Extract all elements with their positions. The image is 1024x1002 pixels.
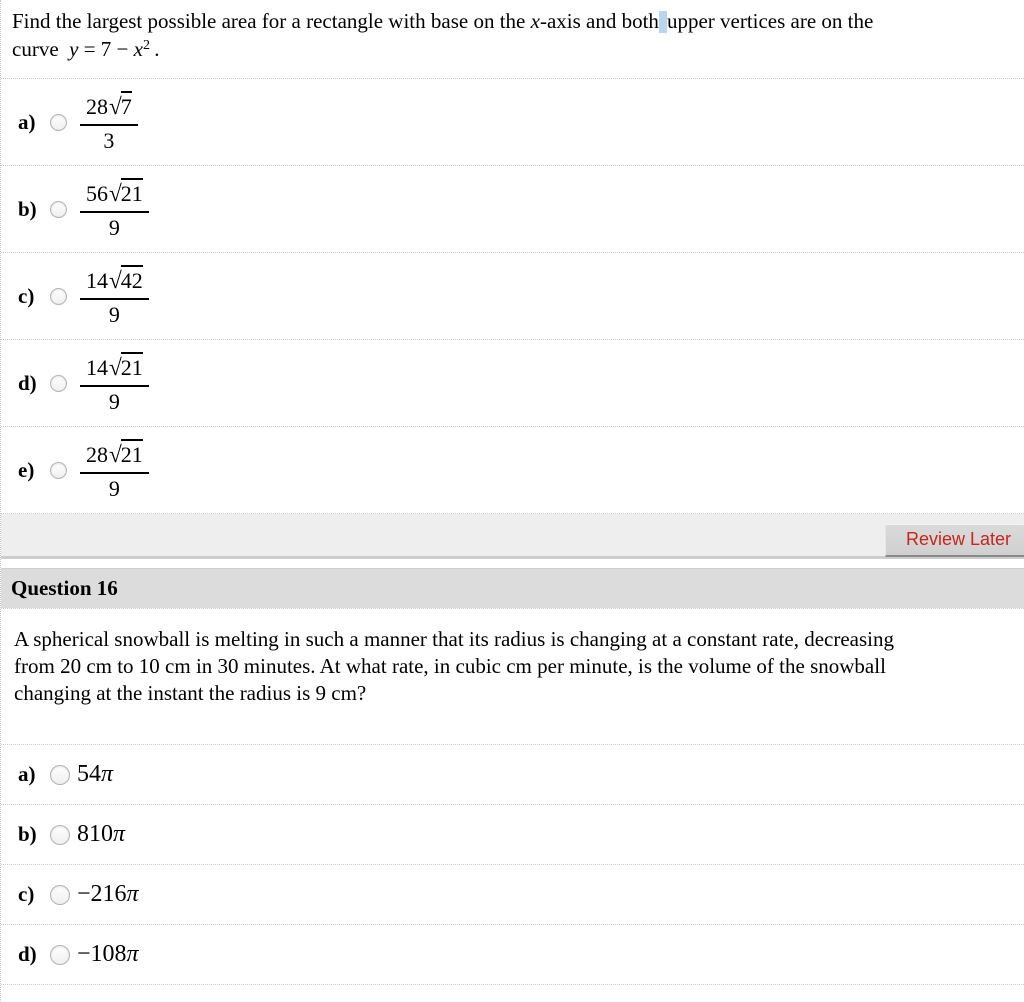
- option-row-d[interactable]: [1, 925, 1024, 985]
- radio-button[interactable]: [50, 825, 70, 845]
- answer-fraction: [80, 90, 138, 153]
- radio-button[interactable]: [50, 288, 67, 305]
- radio-button[interactable]: [50, 375, 67, 392]
- radicand: 7: [121, 91, 132, 119]
- radio-button[interactable]: [50, 462, 67, 479]
- q16-text-line: changing at the instant the radius is 9 cm?: [14, 681, 367, 705]
- q15-equation: = 7 −: [78, 37, 134, 61]
- answer-value: [77, 761, 113, 788]
- pi-symbol: π: [126, 941, 139, 967]
- question-16-text: [1, 608, 1024, 745]
- radio-button[interactable]: [50, 885, 70, 905]
- answer-value: [77, 821, 125, 848]
- fraction-coefficient: 28: [86, 442, 108, 468]
- radio-button[interactable]: [50, 765, 70, 785]
- option-label: a): [18, 109, 36, 134]
- option-row-e[interactable]: [1, 427, 1024, 514]
- option-label: c): [18, 882, 35, 906]
- radio-button[interactable]: [50, 945, 70, 965]
- fraction-coefficient: 28: [86, 94, 108, 120]
- answer-value: [77, 941, 139, 968]
- question-15-text: [1, 0, 1024, 79]
- fraction-denominator: 3: [103, 128, 115, 154]
- option-label: c): [18, 283, 35, 308]
- question-16-options: [1, 745, 1024, 985]
- q15-var-y: y: [69, 37, 79, 61]
- section-gap: [1, 559, 1024, 568]
- option-label: d): [18, 942, 37, 966]
- option-label: b): [18, 196, 37, 221]
- radicand: 21: [121, 352, 143, 380]
- option-row-c[interactable]: [1, 865, 1024, 925]
- question-16-title: Question 16: [11, 576, 118, 600]
- q15-text-segment: upper vertices are on the: [666, 9, 874, 33]
- answer-value: [77, 881, 139, 908]
- review-later-button[interactable]: Review Later: [885, 524, 1024, 557]
- question-15-options: [1, 79, 1024, 514]
- radical-sign: √: [109, 181, 122, 208]
- q15-var-x: x: [133, 37, 143, 61]
- radical-sign: √: [109, 268, 122, 295]
- q15-exponent: 2: [142, 38, 150, 53]
- option-row-d[interactable]: [1, 340, 1024, 427]
- q16-text-line: from 20 cm to 10 cm in 30 minutes. At what rate, in cubic cm per minute, is the volume of the snowball: [14, 654, 886, 678]
- fraction-denominator: 9: [108, 389, 120, 415]
- radio-button[interactable]: [50, 201, 67, 218]
- fraction-coefficient: 14: [86, 355, 108, 381]
- option-row-c[interactable]: [1, 253, 1024, 340]
- answer-fraction: [80, 438, 149, 501]
- q15-var-x: x: [530, 9, 540, 33]
- q15-text-segment: Find the largest possible area for a rectangle with base on the: [12, 9, 531, 33]
- question-15-footer: [1, 514, 1024, 559]
- radical-sign: √: [109, 94, 122, 121]
- q15-text-segment: .: [149, 37, 160, 61]
- option-label: b): [18, 822, 37, 846]
- radical-sign: √: [109, 355, 122, 382]
- pi-symbol: π: [113, 821, 126, 847]
- coefficient: 54: [77, 761, 101, 787]
- pi-symbol: π: [126, 881, 139, 907]
- q15-text-segment: -axis and both: [539, 9, 659, 33]
- option-row-b[interactable]: [1, 805, 1024, 865]
- fraction-coefficient: 14: [86, 268, 108, 294]
- answer-fraction: [80, 264, 149, 327]
- fraction-denominator: 9: [108, 476, 120, 502]
- answer-fraction: [80, 351, 149, 414]
- fraction-denominator: 9: [108, 302, 120, 328]
- option-label: d): [18, 370, 37, 395]
- q15-text-segment: curve: [12, 37, 70, 61]
- option-row-a[interactable]: [1, 745, 1024, 805]
- option-row-a[interactable]: [1, 79, 1024, 166]
- radicand: 21: [121, 178, 143, 206]
- text-selection-cursor: [659, 11, 667, 33]
- radio-button[interactable]: [50, 114, 67, 131]
- question-16-header: [1, 568, 1024, 608]
- pi-symbol: π: [101, 761, 114, 787]
- coefficient: −108: [77, 941, 127, 967]
- option-label: a): [18, 762, 36, 786]
- answer-fraction: [80, 177, 149, 240]
- radicand: 42: [121, 265, 143, 293]
- q16-text-line: A spherical snowball is melting in such a manner that its radius is changing at a constant rate, decreasing: [14, 627, 895, 651]
- option-label: e): [18, 457, 35, 482]
- fraction-denominator: 9: [108, 215, 120, 241]
- coefficient: 810: [77, 821, 113, 847]
- radical-sign: √: [109, 442, 122, 469]
- radicand: 21: [121, 439, 143, 467]
- option-row-b[interactable]: [1, 166, 1024, 253]
- fraction-coefficient: 56: [86, 181, 108, 207]
- coefficient: −216: [77, 881, 127, 907]
